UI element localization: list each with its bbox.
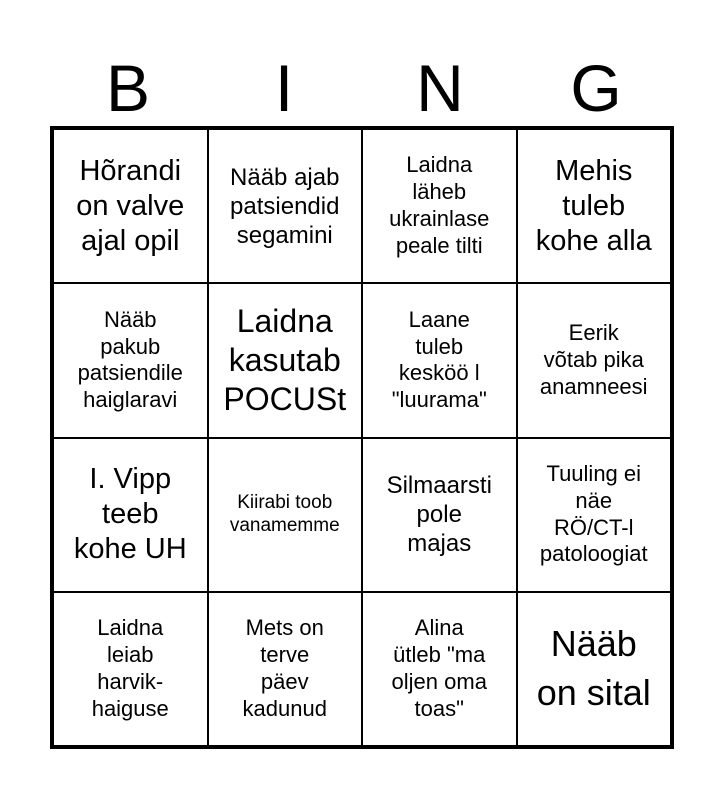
bingo-cell[interactable] [208,438,363,592]
header-letter-n: N [416,51,464,125]
cell-text: Kiirabi toob vanamemme [229,492,340,536]
header-letter-g: G [570,51,622,125]
bingo-cell[interactable] [362,283,517,437]
cell-text: Mehis tuleb kohe alla [535,154,652,257]
cell-text: Laidna läheb ukrainlase peale tilti [389,152,490,258]
bingo-cell[interactable] [53,592,208,746]
bingo-cell[interactable] [517,438,672,592]
header-letter-b: B [105,51,151,125]
cell-text: Nääb ajab patsiendid segamini [230,163,340,249]
bingo-cell[interactable] [362,129,517,283]
cell-text: Mets on terve päev kadunud [242,615,327,721]
cell-text: Eerik võtab pika anamneesi [539,320,648,399]
cell-text: Hõrandi on valve ajal opil [76,154,185,257]
bingo-cell[interactable] [362,438,517,592]
bingo-cell[interactable] [53,129,208,283]
cell-text: Laidna leiab harvik- haiguse [91,615,169,721]
cell-text: Nääb pakub patsiendile haiglaravi [77,306,183,413]
cell-text: Laidna kasutab POCUSt [223,303,347,417]
cell-text: Tuuling ei näe RÖ/CT-l patoloogiat [539,460,648,567]
bingo-cell[interactable] [208,129,363,283]
bingo-cell[interactable] [53,283,208,437]
cell-text: Alina ütleb "ma oljen oma toas" [391,615,487,721]
cell-text: Silmaarsti pole majas [386,472,492,558]
bingo-cell[interactable] [208,592,363,746]
cell-text: Nääb on sital [536,623,651,713]
header-letter-i: I [274,51,294,125]
bingo-cell[interactable] [517,283,672,437]
bingo-cell[interactable] [53,438,208,592]
bingo-cell[interactable] [517,129,672,283]
cell-text: I. Vipp teeb kohe UH [73,463,187,566]
cell-text: Laane tuleb kesköö l "luurama" [391,306,487,413]
bingo-cell[interactable] [208,283,363,437]
bingo-cell[interactable] [362,592,517,746]
bingo-cell[interactable] [517,592,672,746]
bingo-grid [50,126,674,749]
bingo-header [50,52,674,124]
